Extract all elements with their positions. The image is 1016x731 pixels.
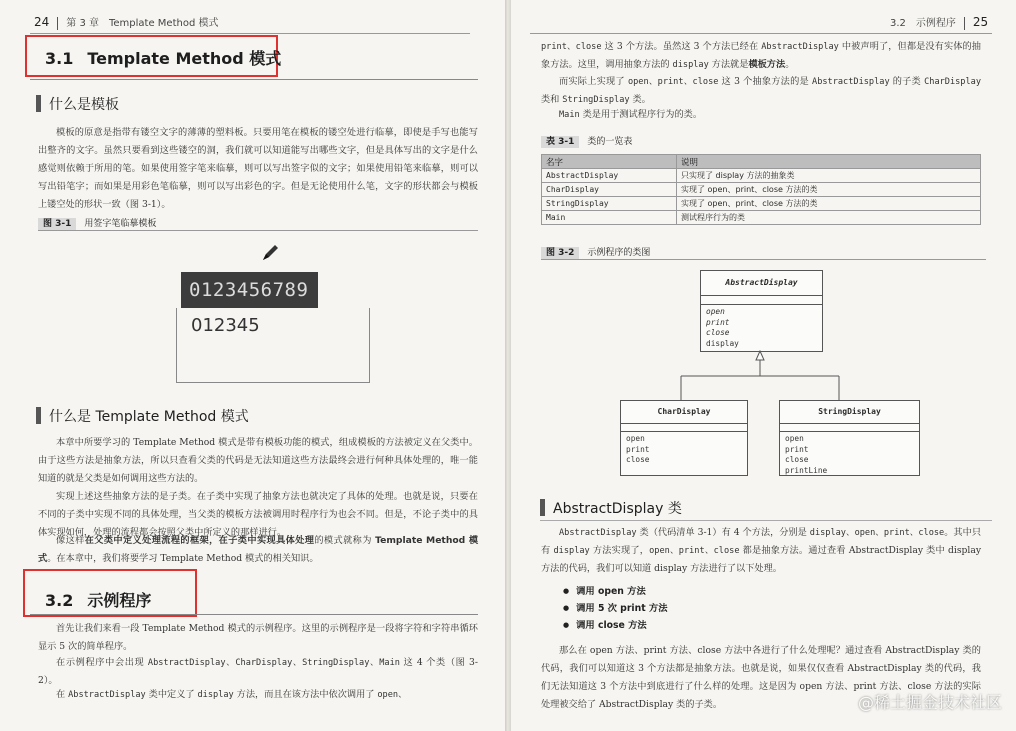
section-3-1-heading [45, 46, 281, 69]
uml-op: display [706, 338, 739, 348]
paragraph-end: 那么在 open 方法、print 方法、close 方法中各进行了什么处理呢？通过查看 AbstractDisplay 类的代码，我们可以知道这 3 个方法都是抽象方法。也就是说，如果仅仅查看 AbstractDisplay 类的代码，我们无法知道这 3 个方法中到底进行了什么样的处理。这是因为 open 方法、print 方法、close 方法的实际处理被交给了 AbstractDisplay 类的子类。 [541, 645, 981, 710]
table-row [542, 211, 981, 225]
left-chapter-title: 第 3 章 Template Method 模式 [66, 18, 219, 29]
uml-chardisplay-name: CharDisplay [621, 401, 747, 424]
table-cell-name: Main [542, 211, 677, 225]
uml-op: print [626, 444, 650, 454]
uml-abstractdisplay-name: AbstractDisplay [701, 271, 822, 296]
figure-3-1-tag: 图 3-1 [38, 218, 76, 230]
table-header-row [542, 155, 981, 169]
figure-3-1-caption [38, 216, 156, 229]
table-cell-desc: 只实现了 display 方法的抽象类 [677, 169, 981, 183]
paragraph-tm-3: 像这样在父类中定义处理流程的框架，在子类中实现具体处理的模式就称为 Template Method 模式。在本章中，我们将要学习 Template Method 模式的相关知识。 [38, 535, 479, 564]
uml-stringdisplay-name: StringDisplay [780, 401, 919, 424]
table-cell-name: AbstractDisplay [542, 169, 677, 183]
right-running-head [890, 14, 988, 30]
table-row [542, 197, 981, 211]
stencil-template [181, 272, 318, 308]
uml-op: printLine [785, 465, 828, 475]
table-3-1-caption [541, 134, 632, 147]
left-page [0, 0, 505, 731]
uml-inheritance-arrow [680, 350, 850, 402]
list-item: ● 调用 close 方法 [563, 617, 668, 634]
paragraph-r-2: 而实际上实现了 open、print、close 这 3 个抽象方法的是 AbstractDisplay 的子类 CharDisplay 类和 StringDisplay 类。 [541, 76, 982, 105]
right-section-ref: 3.2 示例程序 [890, 18, 956, 29]
left-running-head [34, 14, 219, 30]
section-3-1-number: 3.1 [45, 49, 74, 68]
uml-chardisplay [620, 400, 748, 476]
paragraph-template: 模板的原意是指带有镂空文字的薄薄的塑料板。只要用笔在模板的镂空处进行临摹，即使是手写也能写出整齐的文字。虽然只要看到这些镂空的洞，我们就可以知道能写出哪些文字，但是具体写出的文字是什么感觉则依赖于所用的笔。如果使用签字笔来临摹，则可以写出签字似的文字；如果使用铅笔来临摹，则可以写出铅笔字；而如果是用彩色笔临摹，则可以写出彩色的字。但是无论使用什么笔，文字的形状都会与模板上镂空处的形状一致（图 3-1）。 [38, 127, 478, 210]
table-cell-desc: 测试程序行为的类 [677, 211, 981, 225]
uml-op: close [626, 455, 650, 464]
table-3-1-tag: 表 3-1 [541, 136, 579, 148]
right-page-number: 25 [972, 15, 989, 29]
uml-stringdisplay [779, 400, 920, 476]
table-cell-name: CharDisplay [542, 183, 677, 197]
table-cell-desc: 实现了 open、print、close 方法的类 [677, 197, 981, 211]
paragraph-3-2-a: 首先让我们来看一段 Template Method 模式的示例程序。这里的示例程序是一段将字符和字符串循环显示 5 次的简单程序。 [38, 623, 478, 652]
uml-op: close [785, 455, 809, 464]
uml-op: open [706, 307, 725, 316]
table-cell-desc: 实现了 open、print、close 方法的类 [677, 183, 981, 197]
uml-op: close [706, 328, 730, 337]
table-3-1-title: 类的一览表 [587, 137, 633, 147]
section-3-2-title: 示例程序 [87, 591, 152, 610]
table-cell-name: StringDisplay [542, 197, 677, 211]
written-digits: 012345 [191, 315, 260, 336]
section-3-2-heading [45, 588, 151, 611]
table-row [542, 169, 981, 183]
uml-op: print [706, 317, 730, 327]
paragraph-r-3: Main 类是用于测试程序行为的类。 [559, 109, 703, 120]
uml-abstractdisplay [700, 270, 823, 352]
table-header-desc: 说明 [677, 155, 981, 169]
subheading-what-is-template: 什么是模板 [36, 94, 119, 114]
table-header-name: 名字 [542, 155, 677, 169]
paragraph-abstractdisplay: AbstractDisplay 类（代码清单 3-1）有 4 个方法，分别是 display、open、print、close。其中只有 display 方法实现了，open、print、close 都是抽象方法。通过查看 AbstractDisplay 类中 display 方法的代码，我们可以知道 display 方法进行了以下处理。 [541, 527, 982, 574]
process-bullet-list [563, 583, 668, 634]
subheading-what-is-tm: 什么是 Template Method 模式 [36, 406, 249, 426]
table-row [542, 183, 981, 197]
section-3-2-number: 3.2 [45, 591, 74, 610]
section-3-1-title: Template Method 模式 [87, 49, 282, 68]
uml-op: print [785, 444, 809, 454]
paragraph-r-1: print、close 这 3 个方法。虽然这 3 个方法已经在 AbstractDisplay 中被声明了，但都是没有实体的抽象方法。这里，调用抽象方法的 display 方法就是模板方法。 [541, 41, 981, 70]
figure-3-1-title: 用签字笔临摹模板 [84, 219, 157, 229]
list-item: ● 调用 open 方法 [563, 583, 668, 600]
figure-3-2-title: 示例程序的类图 [587, 248, 651, 258]
subheading-abstractdisplay: AbstractDisplay 类 [540, 498, 682, 518]
stencil-digits: 0123456789 [189, 279, 309, 301]
figure-3-2-caption [541, 245, 650, 258]
left-page-number: 24 [34, 15, 50, 29]
list-item: ● 调用 5 次 print 方法 [563, 600, 668, 617]
pen-icon [259, 242, 281, 264]
paragraph-3-2-c: 在 AbstractDisplay 类中定义了 display 方法，而且在该方法中依次调用了 open、 [56, 689, 407, 700]
figure-3-2-tag: 图 3-2 [541, 247, 579, 259]
uml-op: open [626, 434, 645, 443]
paragraph-tm-1: 本章中所要学习的 Template Method 模式是带有模板功能的模式，组成模板的方法被定义在父类中。由于这些方法是抽象方法，所以只查看父类的代码是无法知道这些方法最终会进行何种具体处理的，唯一能知道的就是父类是如何调用这些方法的。 [38, 437, 478, 484]
paragraph-tm-2: 实现上述这些抽象方法的是子类。在子类中实现了抽象方法也就决定了具体的处理。也就是说，只要在不同的子类中实现不同的具体处理，当父类的模板方法被调用时程序行为也会不同。但是，不论子类中的具体实现如何，处理的流程都会按照父类中所定义的那样进行。 [38, 491, 478, 538]
paragraph-3-2-b: 在示例程序中会出现 AbstractDisplay、CharDisplay、StringDisplay、Main 这 4 个类（图 3-2）。 [38, 657, 478, 686]
watermark-text: @稀土掘金技术社区 [857, 693, 1002, 712]
class-table [541, 154, 981, 225]
uml-op: open [785, 434, 804, 443]
